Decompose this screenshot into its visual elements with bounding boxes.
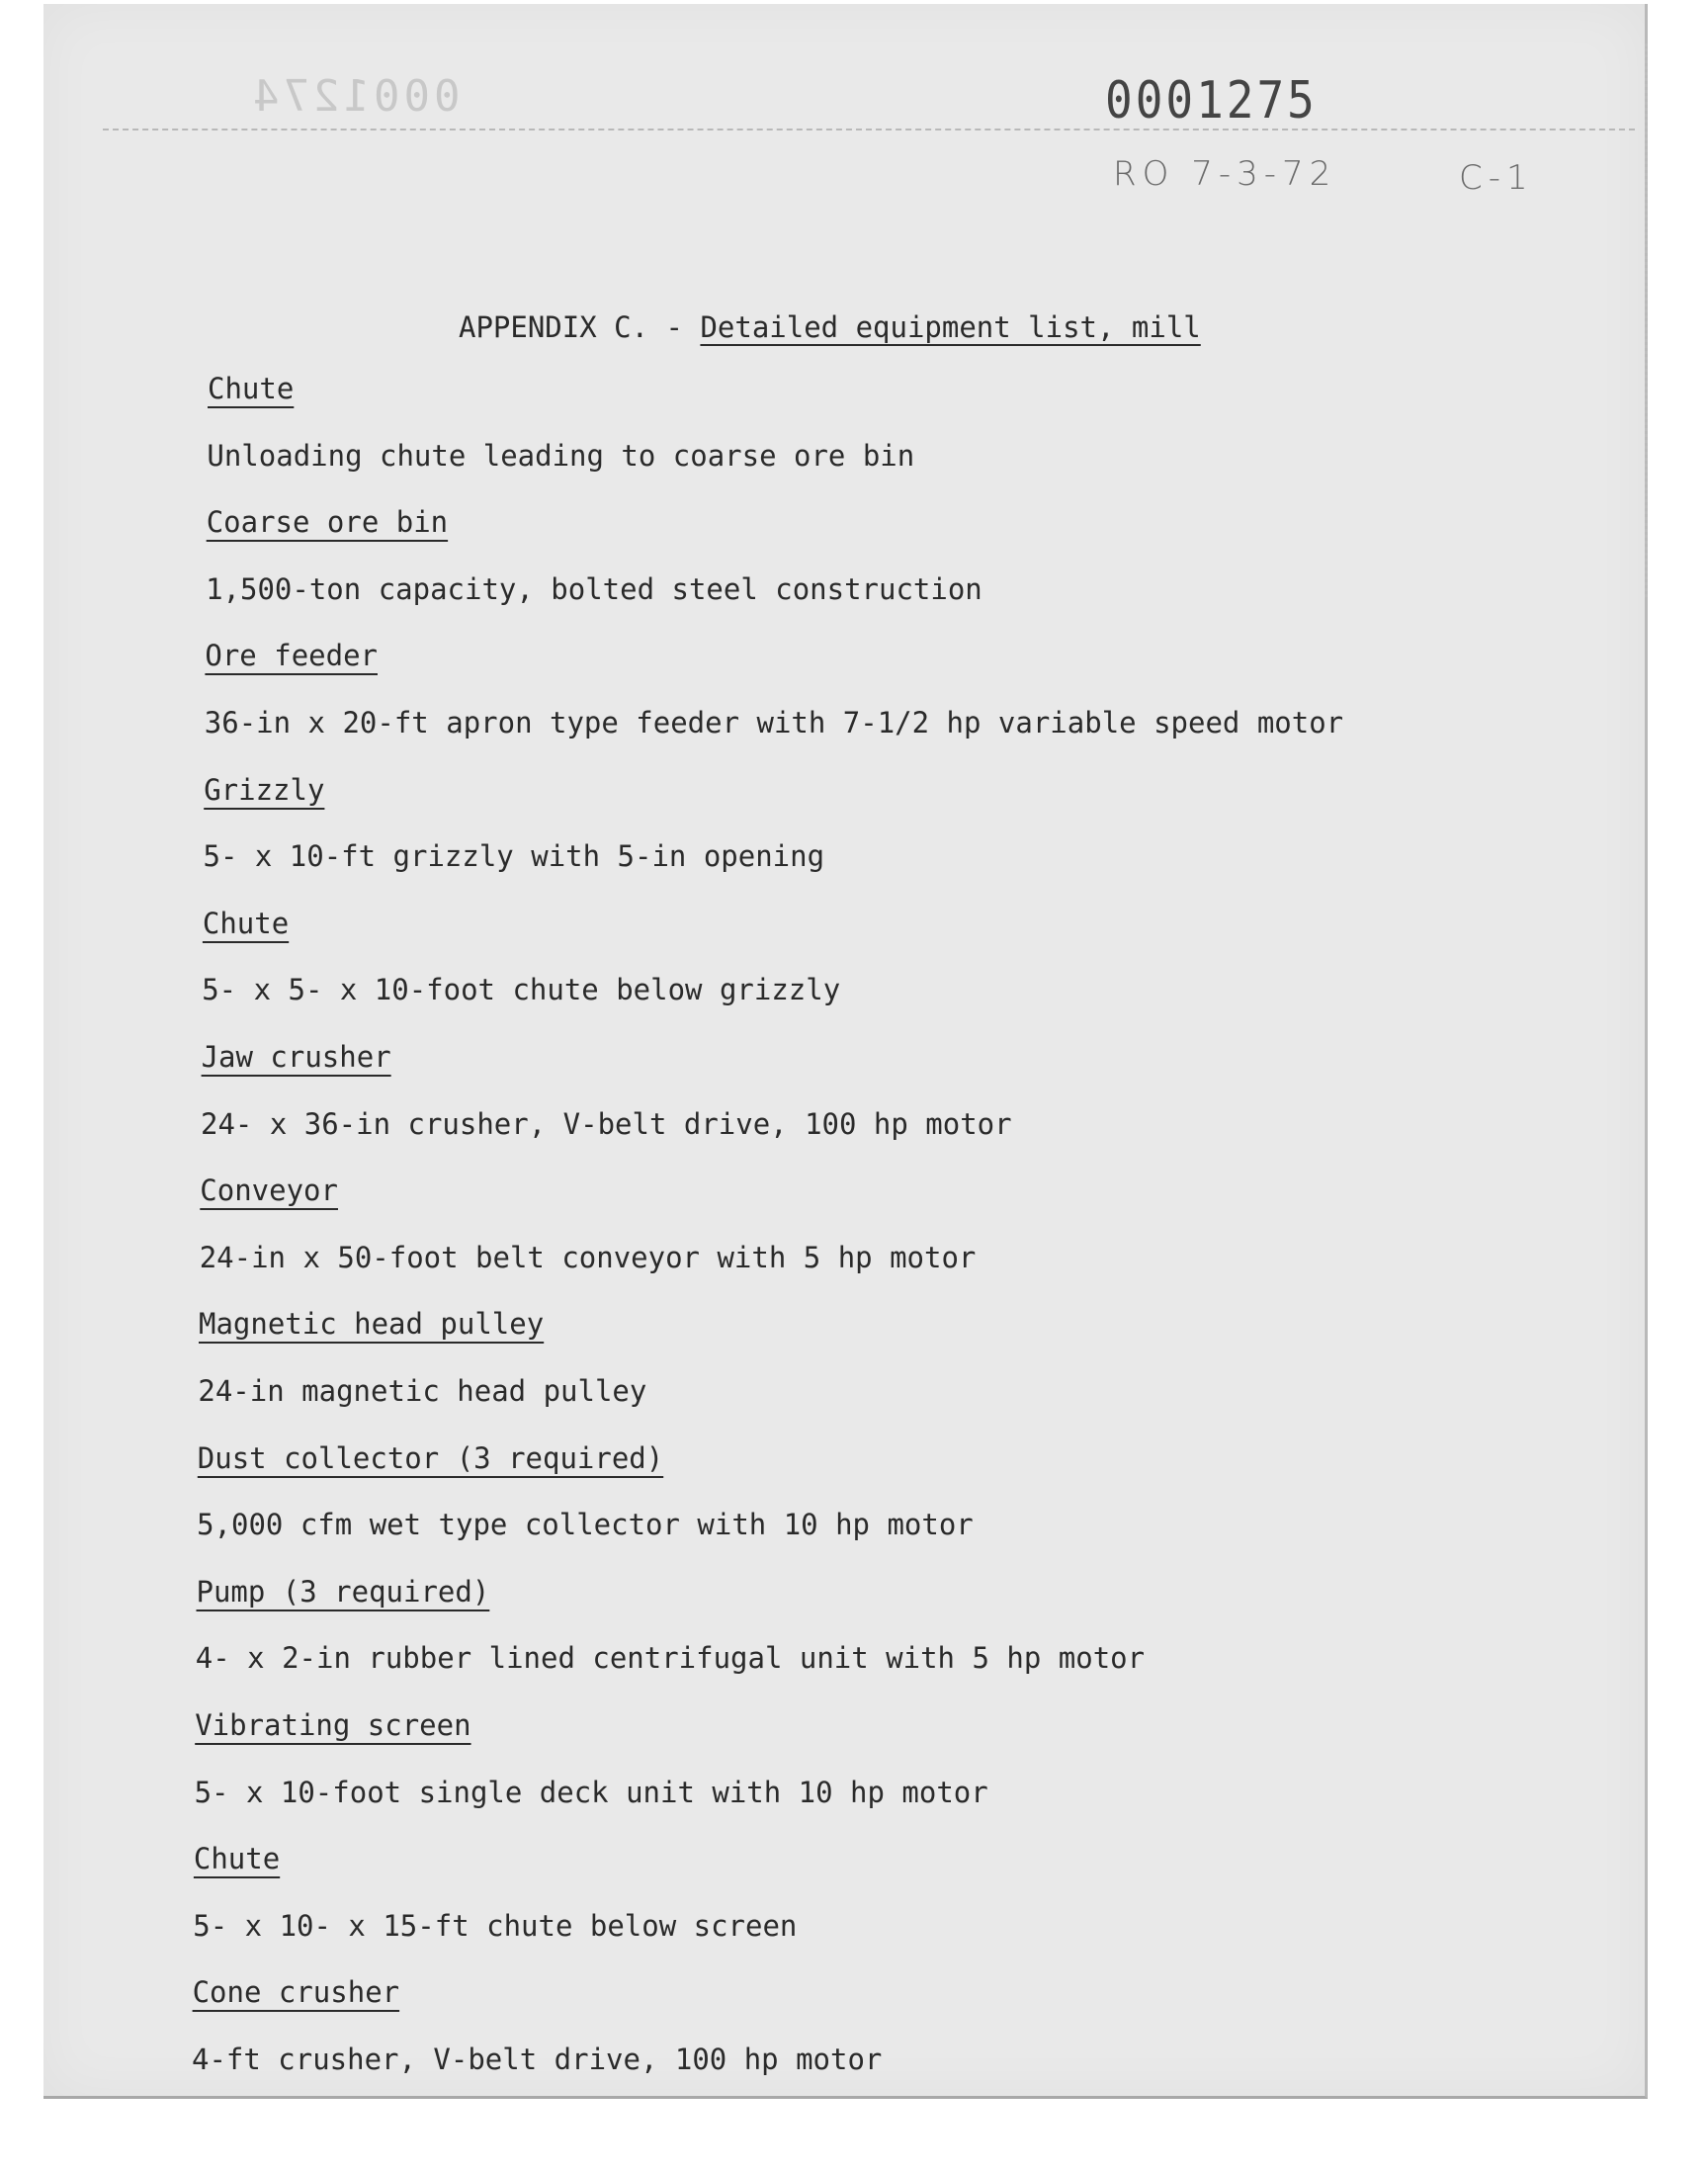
- equipment-description: 5- x 10-ft grizzly with 5-in opening: [203, 839, 825, 874]
- equipment-description: 5- x 10- x 15-ft chute below screen: [193, 1908, 798, 1943]
- equipment-description: 5- x 10-foot single deck unit with 10 hp motor: [194, 1775, 988, 1809]
- equipment-heading: Dust collector (3 required): [197, 1440, 664, 1475]
- equipment-description: 5,000 cfm wet type collector with 10 hp motor: [197, 1508, 974, 1542]
- handwritten-date: RO 7-3-72: [1113, 154, 1337, 194]
- equipment-heading: Conveyor: [200, 1174, 338, 1208]
- equipment-description: 24-in x 50-foot belt conveyor with 5 hp motor: [199, 1240, 977, 1274]
- equipment-heading: Magnetic head pulley: [199, 1307, 545, 1342]
- equipment-heading: Jaw crusher: [201, 1040, 391, 1074]
- equipment-heading: Vibrating screen: [195, 1708, 471, 1742]
- equipment-description: 36-in x 20-ft apron type feeder with 7-1/2 hp variable speed motor: [204, 706, 1344, 740]
- page-title: [459, 310, 1201, 344]
- equipment-description: 1,500-ton capacity, bolted steel construction: [206, 571, 982, 606]
- equipment-heading: Cone crusher: [192, 1975, 400, 2010]
- equipment-heading: Chute: [208, 372, 295, 405]
- scan-dashed-line: [103, 129, 1635, 130]
- equipment-description: 5- x 5- x 10-foot chute below grizzly: [202, 973, 841, 1007]
- handwritten-page-number: C-1: [1459, 158, 1534, 198]
- equipment-heading: Coarse ore bin: [206, 505, 449, 540]
- equipment-description: 24-in magnetic head pulley: [198, 1374, 647, 1408]
- equipment-heading: Ore feeder: [205, 639, 378, 673]
- document-number-stamp: 0001275: [1105, 69, 1318, 130]
- equipment-heading: Chute: [193, 1842, 281, 1876]
- equipment-heading: Grizzly: [204, 772, 325, 807]
- equipment-description: 24- x 36-in crusher, V-belt drive, 100 hp motor: [201, 1106, 1012, 1141]
- equipment-description: 4-ft crusher, V-belt drive, 100 hp motor: [192, 2043, 883, 2076]
- equipment-heading: Pump (3 required): [196, 1574, 490, 1609]
- scan-edge-speckle: [1645, 44, 1648, 597]
- ghost-stamp-number: 0001274: [249, 71, 461, 122]
- equipment-description: 4- x 2-in rubber lined centrifugal unit with 5 hp motor: [195, 1641, 1146, 1676]
- equipment-description: Unloading chute leading to coarse ore bin: [207, 438, 915, 473]
- title-main: Detailed equipment list, mill: [700, 310, 1201, 344]
- equipment-heading: Chute: [202, 906, 290, 940]
- title-prefix: APPENDIX C. -: [459, 310, 701, 344]
